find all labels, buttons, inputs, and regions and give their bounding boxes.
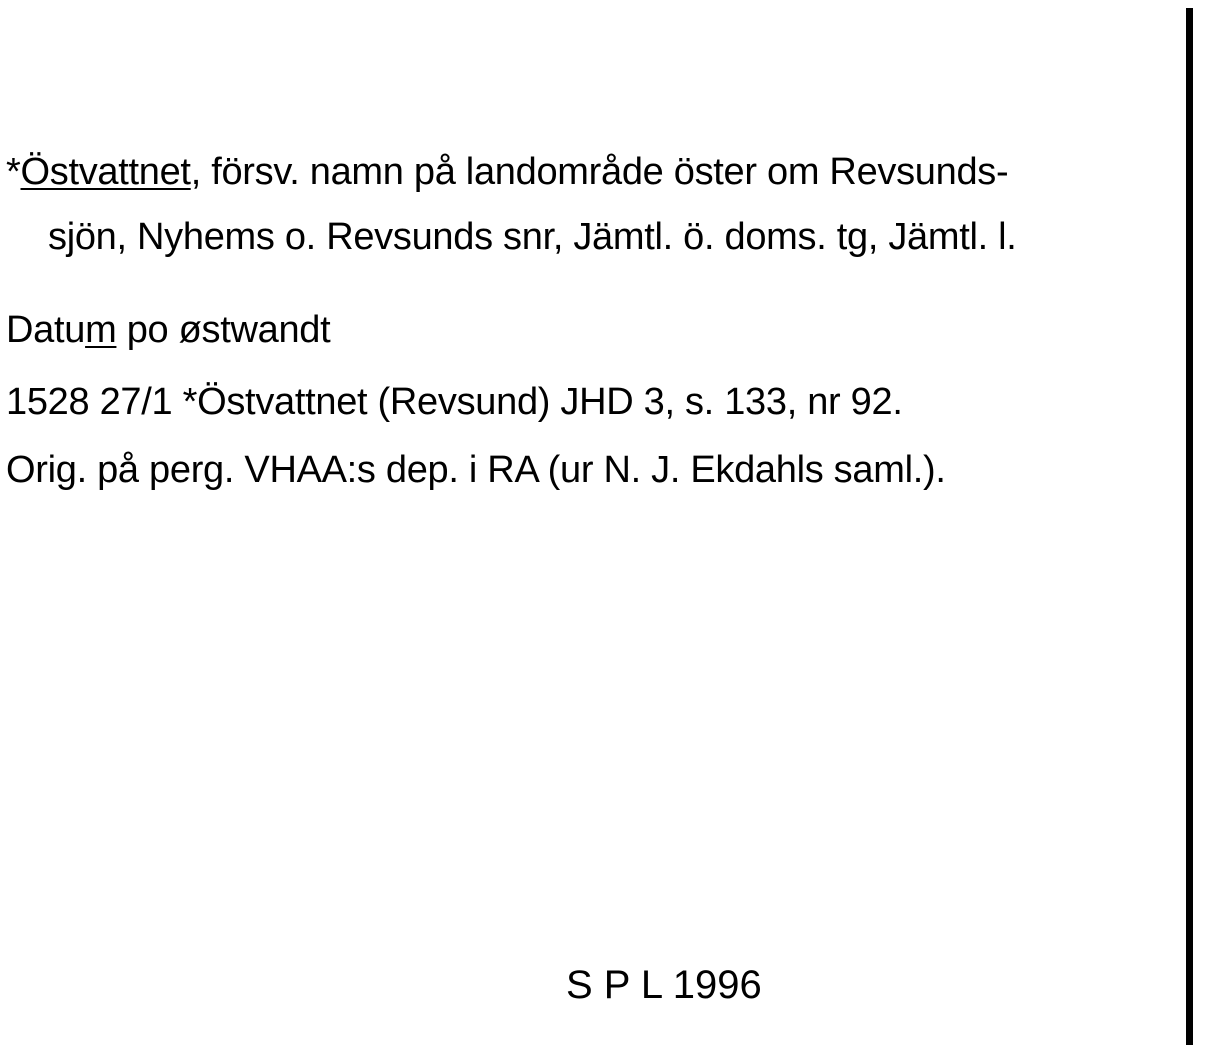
- original-line: Orig. på perg. VHAA:s dep. i RA (ur N. J. Ekdahls saml.).: [6, 449, 946, 491]
- asterisk-mark: *: [6, 151, 21, 193]
- datum-line: [6, 308, 330, 352]
- right-edge-rule: [1186, 8, 1193, 1045]
- source-line: 1528 27/1 *Östvattnet (Revsund) JHD 3, s. 133, nr 92.: [6, 381, 903, 423]
- entry-definition: , försv. namn på landområde öster om Revsunds-: [190, 151, 1009, 193]
- headword: Östvattnet: [20, 151, 191, 193]
- datum-underlined: m: [85, 309, 117, 351]
- datum-prefix: Datu: [6, 309, 86, 351]
- footer-mark: S P L 1996: [566, 963, 762, 1007]
- entry-line-2: sjön, Nyhems o. Revsunds snr, Jämtl. ö. doms. tg, Jämtl. l.: [48, 216, 1017, 258]
- datum-rest: po østwandt: [116, 309, 331, 351]
- entry-line-1: [6, 150, 1008, 194]
